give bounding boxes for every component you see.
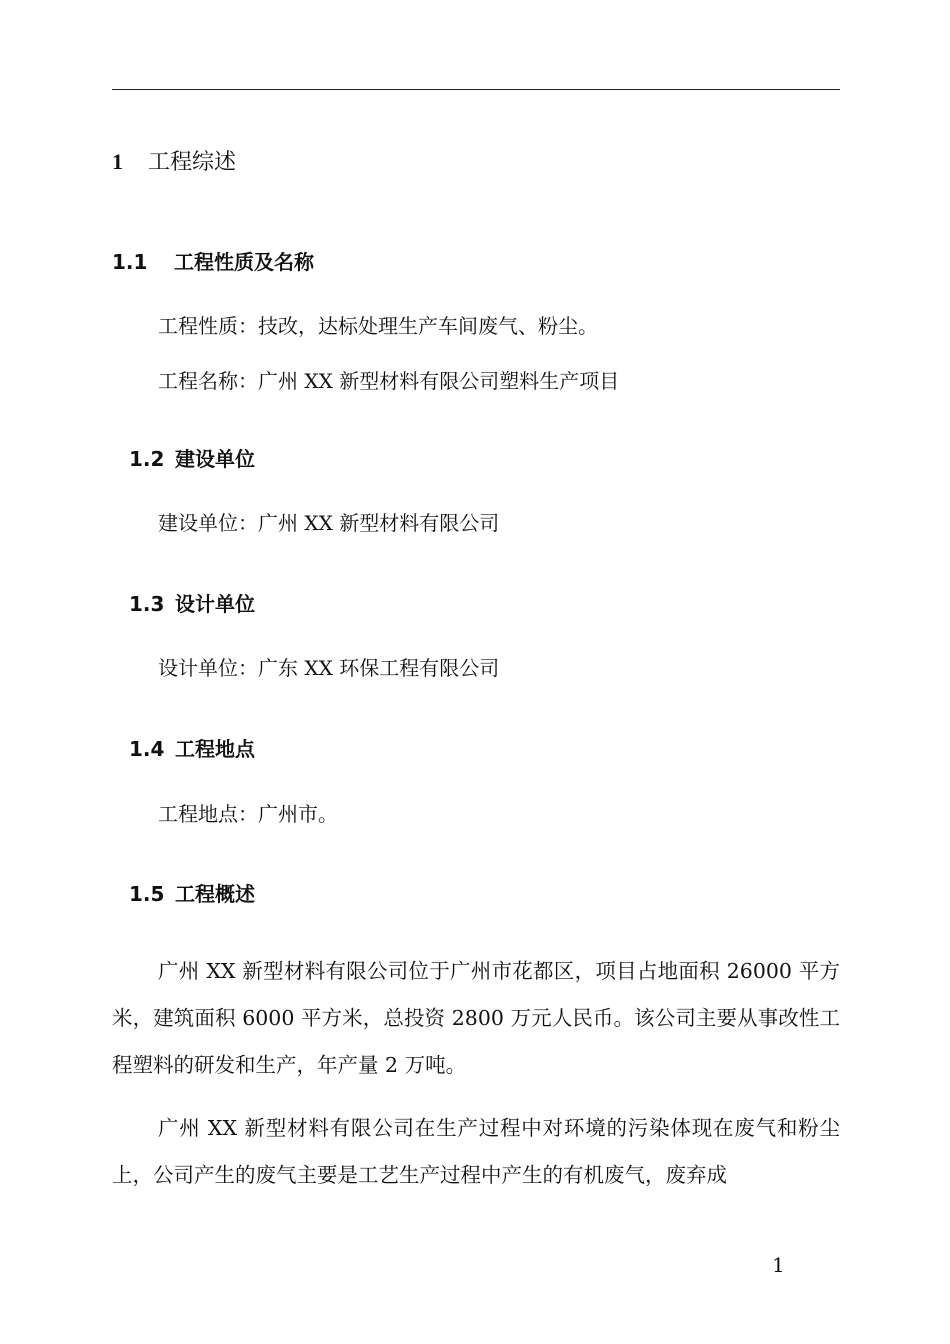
section-1-2-number: 1.2 <box>129 447 165 471</box>
section-1-1-title: 工程性质及名称 <box>174 250 314 274</box>
section-1-5-heading <box>129 879 255 909</box>
section-1-2-title: 建设单位 <box>175 447 255 471</box>
header-rule <box>112 89 840 90</box>
overview-paragraph-2: 广州 XX 新型材料有限公司在生产过程中对环境的污染体现在废气和粉尘上，公司产生的废气主要是工艺生产过程中产生的有机废气，废弃成 <box>112 1116 840 1187</box>
section-1-3-heading <box>129 589 255 619</box>
section-1-1-heading <box>112 247 314 277</box>
construction-unit-line: 建设单位：广州 XX 新型材料有限公司 <box>158 511 500 535</box>
section-1-4-number: 1.4 <box>129 737 165 761</box>
project-location-line: 工程地点：广州市。 <box>158 802 338 826</box>
project-nature-line: 工程性质：技改，达标处理生产车间废气、粉尘。 <box>158 314 598 338</box>
section-1-3-number: 1.3 <box>129 592 165 616</box>
section-1-4-title: 工程地点 <box>175 737 255 761</box>
design-unit-line: 设计单位：广东 XX 环保工程有限公司 <box>158 656 500 680</box>
page-number: 1 <box>772 1253 785 1277</box>
section-1-title: 工程综述 <box>148 150 237 175</box>
section-1-5-number: 1.5 <box>129 882 165 906</box>
overview-paragraph-1: 广州 XX 新型材料有限公司位于广州市花都区，项目占地面积 26000 平方米，建筑面积 6000 平方米，总投资 2800 万元人民币。该公司主要从事改性工程塑料的研发和生产，年产量 2 万吨。 <box>112 959 840 1077</box>
section-1-4-heading <box>129 734 255 764</box>
section-1-heading <box>112 146 236 179</box>
section-1-number: 1 <box>112 149 123 174</box>
section-1-3-title: 设计单位 <box>175 592 255 616</box>
section-1-5-title: 工程概述 <box>175 882 255 906</box>
project-name-line: 工程名称：广州 XX 新型材料有限公司塑料生产项目 <box>158 369 620 393</box>
section-1-2-heading <box>129 444 255 474</box>
section-1-1-number: 1.1 <box>112 250 148 274</box>
